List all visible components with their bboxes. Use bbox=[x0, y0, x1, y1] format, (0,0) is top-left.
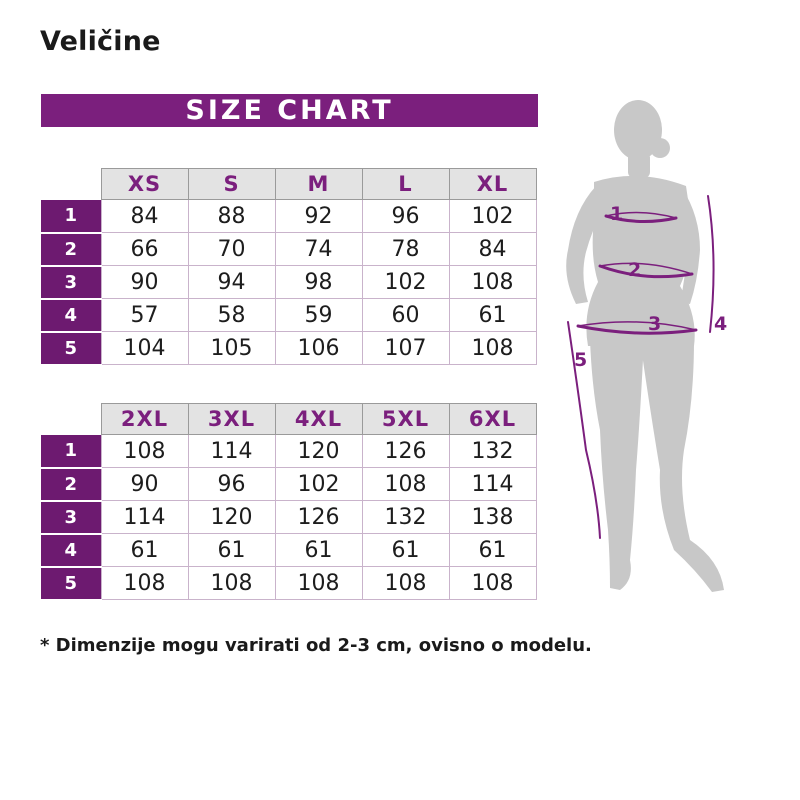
table-row bbox=[41, 266, 536, 299]
table-row bbox=[41, 534, 536, 567]
measurement-label: 2 bbox=[41, 468, 101, 501]
length-line-4 bbox=[708, 196, 714, 332]
female-silhouette bbox=[566, 100, 724, 592]
footnote: * Dimenzije mogu varirati od 2-3 cm, ovisno o modelu. bbox=[40, 635, 592, 656]
measurement-label: 1 bbox=[41, 200, 101, 233]
table-cell: 106 bbox=[275, 332, 362, 365]
size-header-row bbox=[41, 404, 536, 435]
table-cell: 70 bbox=[188, 233, 275, 266]
body-measurement-figure bbox=[548, 90, 788, 610]
measurement-label: 3 bbox=[41, 501, 101, 534]
measurement-label: 3 bbox=[41, 266, 101, 299]
table-cell: 108 bbox=[188, 567, 275, 600]
size-header-row bbox=[41, 169, 536, 200]
table-cell: 90 bbox=[101, 468, 188, 501]
table-cell: 107 bbox=[362, 332, 449, 365]
size-chart-banner: SIZE CHART bbox=[41, 94, 538, 127]
page-title: Veličine bbox=[40, 26, 161, 57]
table-cell: 96 bbox=[362, 200, 449, 233]
measure-label-2: 2 bbox=[628, 259, 642, 281]
table-cell: 132 bbox=[362, 501, 449, 534]
table-cell: 108 bbox=[275, 567, 362, 600]
table-cell: 102 bbox=[275, 468, 362, 501]
size-header-xl: XL bbox=[449, 169, 536, 200]
table-cell: 84 bbox=[101, 200, 188, 233]
table-corner bbox=[41, 404, 101, 435]
table-cell: 120 bbox=[275, 435, 362, 468]
measure-label-1: 1 bbox=[610, 203, 624, 225]
table-cell: 96 bbox=[188, 468, 275, 501]
table-cell: 94 bbox=[188, 266, 275, 299]
size-header-m: M bbox=[275, 169, 362, 200]
table-cell: 108 bbox=[101, 567, 188, 600]
table-row bbox=[41, 501, 536, 534]
table-cell: 92 bbox=[275, 200, 362, 233]
size-header-6xl: 6XL bbox=[449, 404, 536, 435]
table-cell: 114 bbox=[188, 435, 275, 468]
table-cell: 102 bbox=[362, 266, 449, 299]
measurement-label: 1 bbox=[41, 435, 101, 468]
table-cell: 104 bbox=[101, 332, 188, 365]
table-cell: 59 bbox=[275, 299, 362, 332]
table-cell: 61 bbox=[275, 534, 362, 567]
table-cell: 132 bbox=[449, 435, 536, 468]
measure-label-5: 5 bbox=[574, 349, 588, 371]
table-cell: 61 bbox=[449, 534, 536, 567]
table-row bbox=[41, 200, 536, 233]
table-cell: 108 bbox=[101, 435, 188, 468]
table-cell: 61 bbox=[188, 534, 275, 567]
table-cell: 138 bbox=[449, 501, 536, 534]
table-row bbox=[41, 435, 536, 468]
measurement-label: 5 bbox=[41, 567, 101, 600]
measurement-label: 5 bbox=[41, 332, 101, 365]
table-row bbox=[41, 299, 536, 332]
table-cell: 61 bbox=[362, 534, 449, 567]
table-cell: 74 bbox=[275, 233, 362, 266]
table-cell: 105 bbox=[188, 332, 275, 365]
table-cell: 66 bbox=[101, 233, 188, 266]
table-corner bbox=[41, 169, 101, 200]
size-header-2xl: 2XL bbox=[101, 404, 188, 435]
table-cell: 126 bbox=[275, 501, 362, 534]
table-cell: 102 bbox=[449, 200, 536, 233]
table-cell: 114 bbox=[101, 501, 188, 534]
measure-label-3: 3 bbox=[648, 313, 662, 335]
measure-label-4: 4 bbox=[714, 313, 728, 335]
table-cell: 114 bbox=[449, 468, 536, 501]
size-header-xs: XS bbox=[101, 169, 188, 200]
table-cell: 98 bbox=[275, 266, 362, 299]
table-row bbox=[41, 332, 536, 365]
table-cell: 58 bbox=[188, 299, 275, 332]
table-cell: 61 bbox=[101, 534, 188, 567]
table-cell: 120 bbox=[188, 501, 275, 534]
table-cell: 61 bbox=[449, 299, 536, 332]
size-header-l: L bbox=[362, 169, 449, 200]
table-cell: 57 bbox=[101, 299, 188, 332]
table-cell: 108 bbox=[362, 567, 449, 600]
measurement-label: 4 bbox=[41, 534, 101, 567]
table-cell: 108 bbox=[362, 468, 449, 501]
size-header-s: S bbox=[188, 169, 275, 200]
table-cell: 126 bbox=[362, 435, 449, 468]
size-header-4xl: 4XL bbox=[275, 404, 362, 435]
table-row bbox=[41, 567, 536, 600]
table-cell: 108 bbox=[449, 332, 536, 365]
size-table-xs-xl bbox=[41, 168, 537, 366]
measurement-label: 2 bbox=[41, 233, 101, 266]
size-header-3xl: 3XL bbox=[188, 404, 275, 435]
table-cell: 78 bbox=[362, 233, 449, 266]
table-cell: 108 bbox=[449, 266, 536, 299]
table-cell: 84 bbox=[449, 233, 536, 266]
table-cell: 108 bbox=[449, 567, 536, 600]
size-header-5xl: 5XL bbox=[362, 404, 449, 435]
table-row bbox=[41, 468, 536, 501]
table-cell: 90 bbox=[101, 266, 188, 299]
measurement-label: 4 bbox=[41, 299, 101, 332]
table-cell: 88 bbox=[188, 200, 275, 233]
table-row bbox=[41, 233, 536, 266]
size-table-2xl-6xl bbox=[41, 403, 537, 601]
table-cell: 60 bbox=[362, 299, 449, 332]
